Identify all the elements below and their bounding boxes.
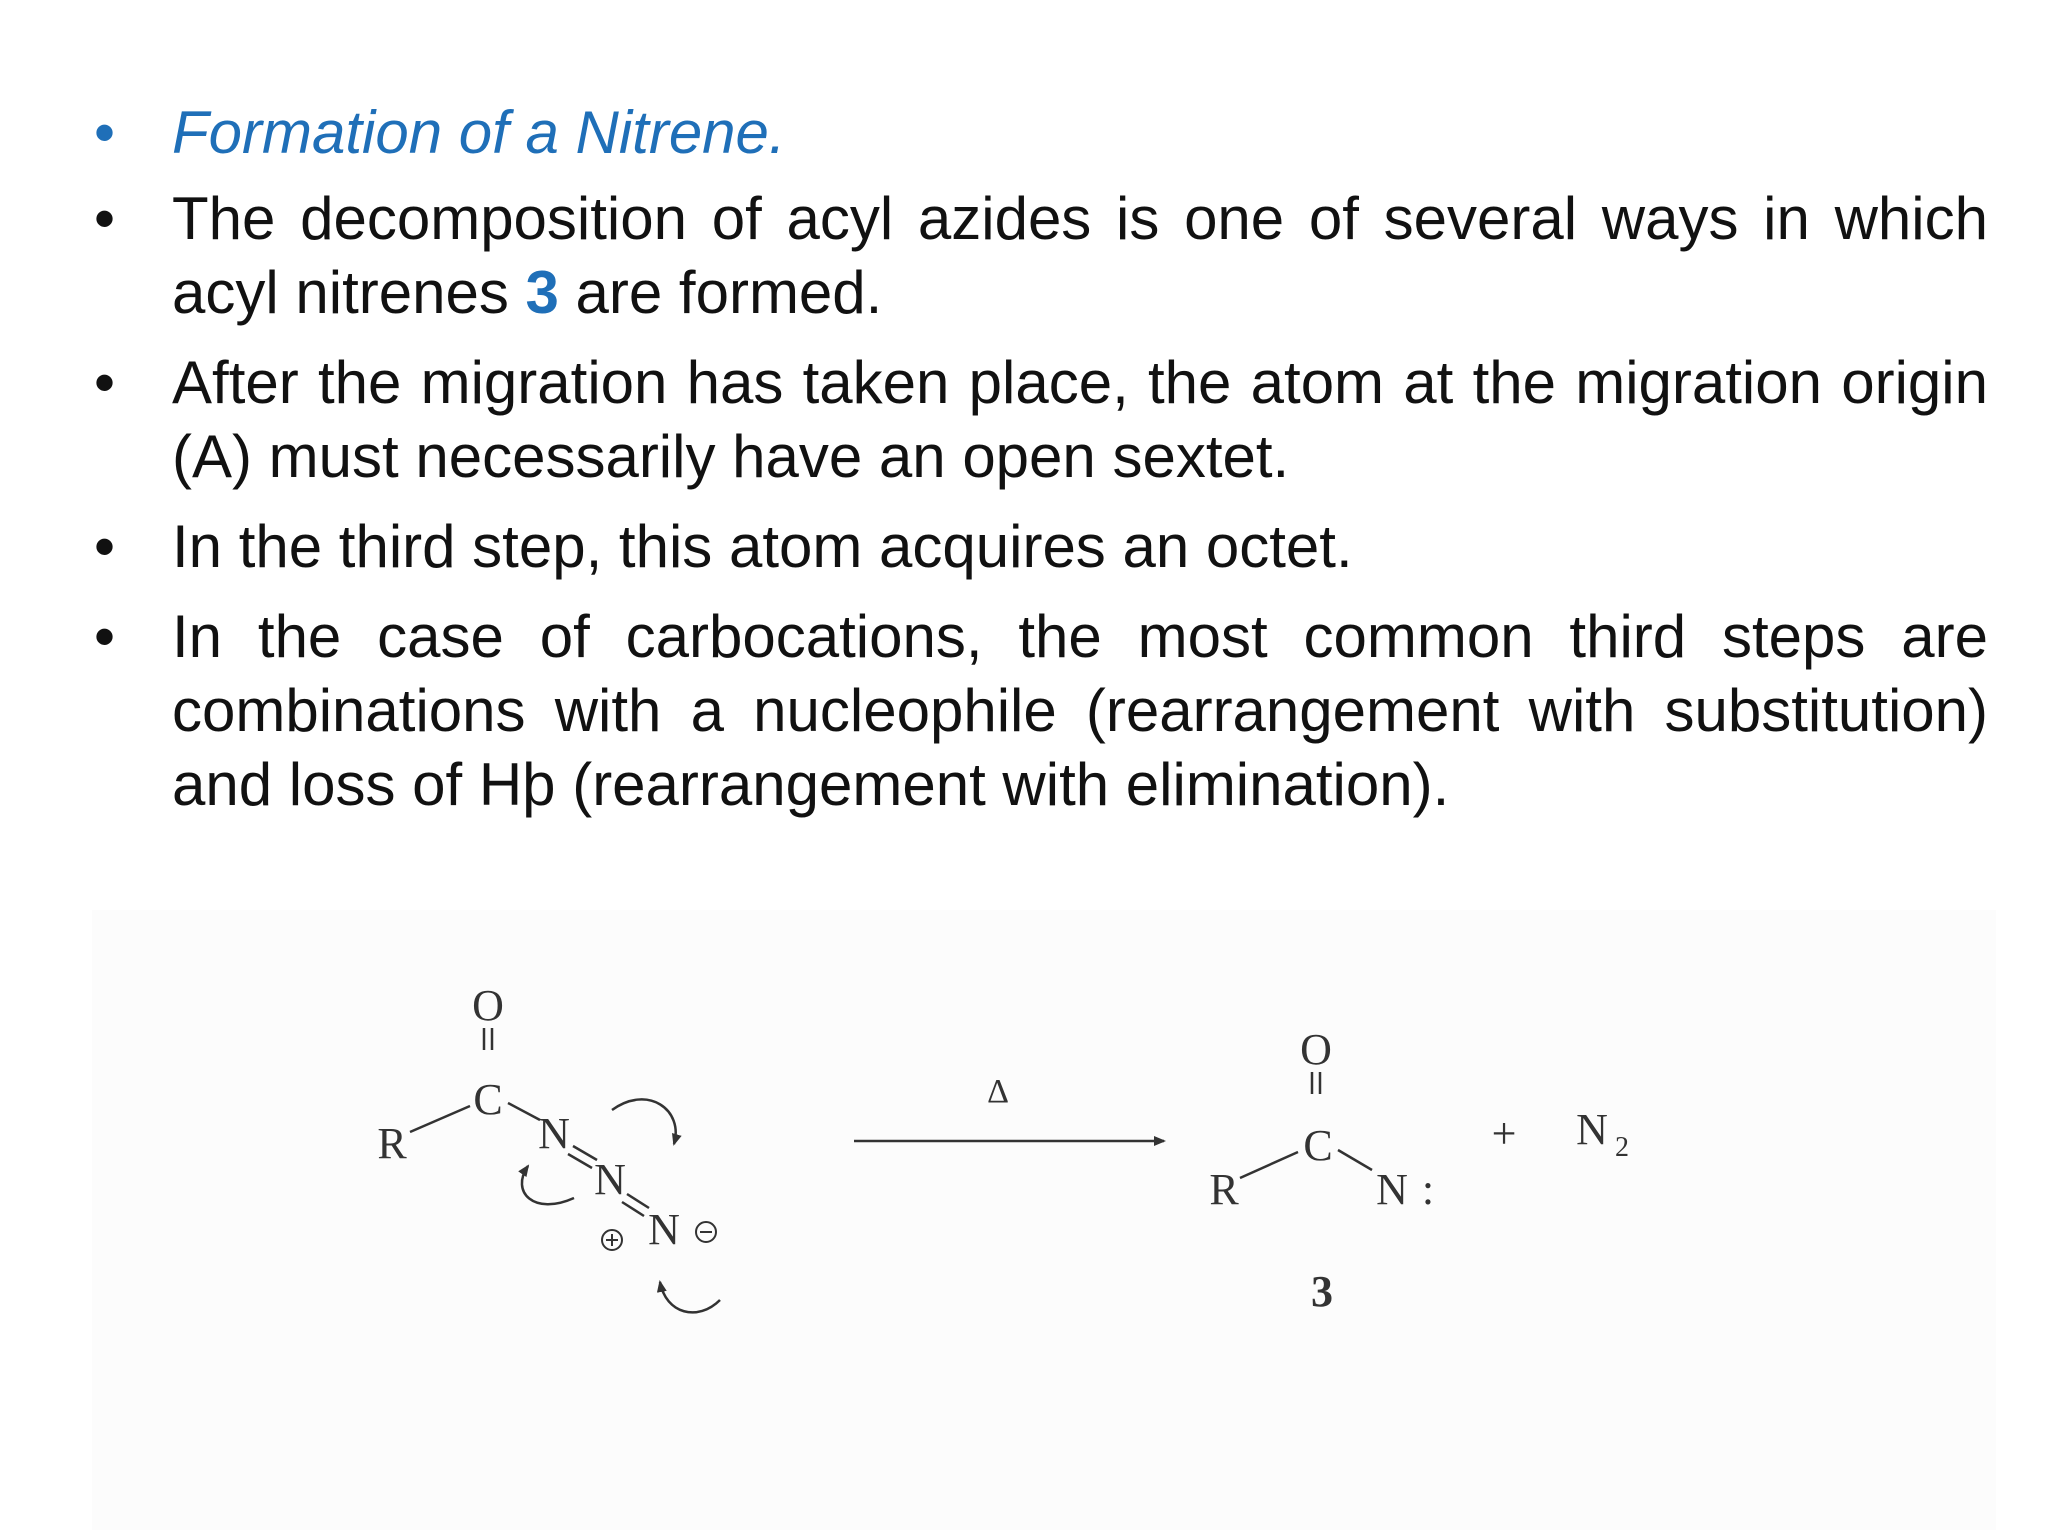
bullet-text: The decomposition of acyl azides is one of several ways in which acyl nitrenes xyxy=(172,185,1988,326)
bullet-text: are formed. xyxy=(558,259,883,326)
product-lone-pair: : xyxy=(1421,1165,1435,1214)
bullet-text: In the third step, this atom acquires an octet. xyxy=(172,513,1353,580)
bond-cn xyxy=(1338,1150,1372,1170)
bullet-dot: • xyxy=(94,99,116,166)
bullet-item xyxy=(88,182,1988,330)
minus-charge-icon xyxy=(696,1222,716,1242)
bond-cn xyxy=(508,1103,540,1120)
bullet-item xyxy=(88,600,1988,822)
reaction-scheme-svg xyxy=(92,910,1996,1530)
reactant-oxygen: O xyxy=(472,981,504,1030)
reactant-nitrogen-2: N xyxy=(594,1155,626,1204)
bullet-item xyxy=(88,510,1988,584)
bullet-dot: • xyxy=(94,185,116,252)
plus-sign: + xyxy=(1491,1109,1517,1158)
slide-title xyxy=(88,96,1988,170)
product-r-group: R xyxy=(1209,1165,1239,1214)
byproduct-nitrogen: N xyxy=(1576,1105,1608,1154)
byproduct-subscript: 2 xyxy=(1615,1132,1629,1163)
bullet-list xyxy=(88,96,1988,838)
product-oxygen: O xyxy=(1300,1025,1332,1074)
bond-rc xyxy=(1240,1152,1298,1178)
bullet-item xyxy=(88,346,1988,494)
compound-number-ref: 3 xyxy=(525,259,559,326)
bullet-text: After the migration has taken place, the atom at the migration origin (A) must necessarily have an open sextet. xyxy=(172,349,1988,490)
reactant-nitrogen-3: N xyxy=(648,1205,680,1254)
product-nitrogen: N xyxy=(1376,1165,1408,1214)
product-carbon: C xyxy=(1303,1121,1333,1170)
reaction-scheme xyxy=(92,910,1996,1530)
reactant-nitrogen-1: N xyxy=(538,1109,570,1158)
bullet-dot: • xyxy=(94,349,116,416)
plus-charge-icon xyxy=(602,1230,622,1250)
curved-arrow-icon xyxy=(522,1166,574,1204)
bond-rc xyxy=(410,1106,470,1132)
reactant-molecule xyxy=(410,1028,720,1312)
bullet-text: In the case of carbocations, the most common third steps are combinations with a nucleophile (rearrangement with substitution) and loss of Hþ (rearrangement with elimination). xyxy=(172,603,1988,818)
curved-arrow-icon xyxy=(612,1099,676,1144)
bullet-dot: • xyxy=(94,603,116,670)
reactant-r-group: R xyxy=(377,1119,407,1168)
reaction-condition-heat: Δ xyxy=(987,1073,1009,1110)
reactant-carbon: C xyxy=(473,1075,503,1124)
title-text: Formation of a Nitrene. xyxy=(172,99,786,166)
curved-arrow-icon xyxy=(660,1282,720,1312)
compound-number: 3 xyxy=(1311,1267,1333,1316)
bullet-dot: • xyxy=(94,513,116,580)
